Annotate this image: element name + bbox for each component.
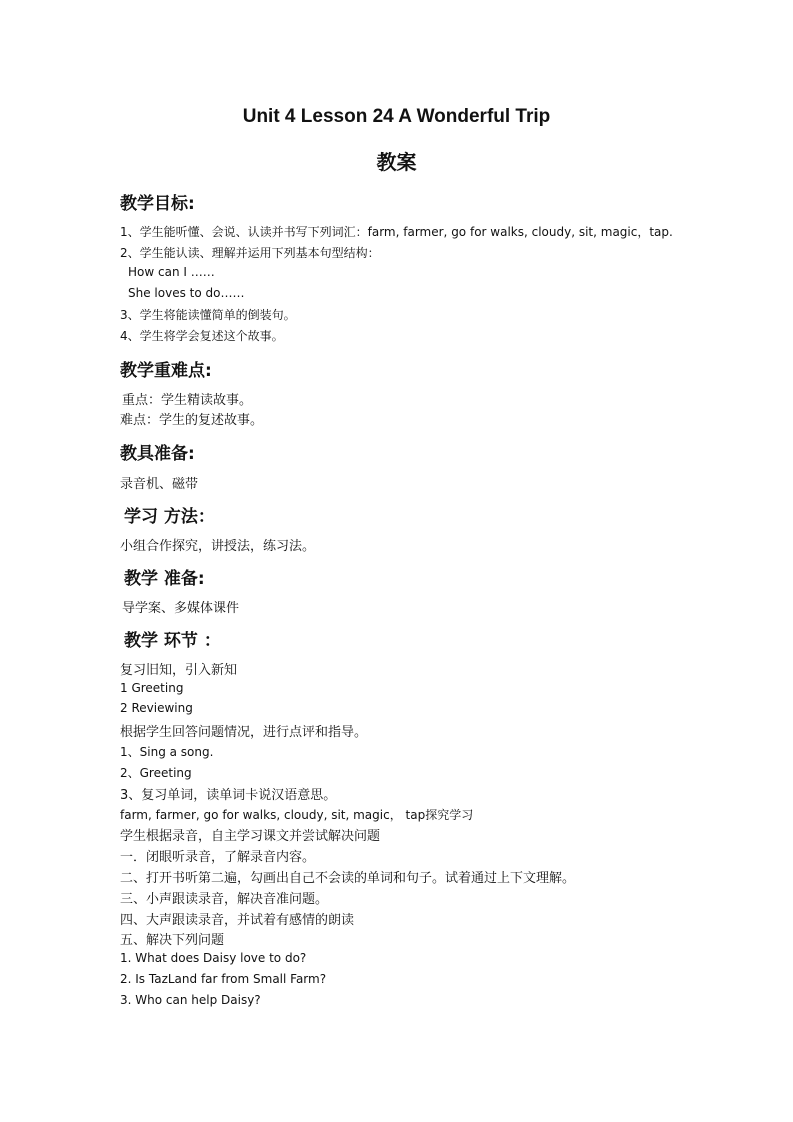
procedure-line: 2 Reviewing bbox=[120, 701, 193, 715]
procedure-line: 2、Greeting bbox=[120, 766, 192, 780]
key-points-line: 重点：学生精读故事。 bbox=[122, 393, 253, 408]
section-heading-method: 学习 方法： bbox=[124, 507, 215, 527]
section-heading-procedure: 教学 环节 ： bbox=[124, 631, 221, 651]
section-heading-preparation: 教学 准备: bbox=[124, 569, 205, 589]
procedure-line: 二、打开书听第二遍，勾画出自己不会读的单词和句子。试着通过上下文理解。 bbox=[120, 871, 576, 886]
key-points-line: 难点：学生的复述故事。 bbox=[120, 413, 264, 428]
procedure-line: 四、大声跟读录音，并试着有感情的朗读 bbox=[120, 913, 355, 928]
section-heading-objectives: 教学目标: bbox=[120, 194, 195, 214]
objectives-line: How can I …… bbox=[128, 265, 215, 279]
procedure-line: 1 Greeting bbox=[120, 681, 184, 695]
procedure-line: 1. What does Daisy love to do? bbox=[120, 951, 307, 965]
document-title: Unit 4 Lesson 24 A Wonderful Trip bbox=[242, 106, 551, 127]
preparation-line: 导学案、多媒体课件 bbox=[122, 601, 240, 616]
procedure-line: 3、复习单词，读单词卡说汉语意思。 bbox=[120, 788, 337, 803]
objectives-line: 3、学生将能读懂简单的倒装句。 bbox=[120, 308, 296, 322]
procedure-line: 三、小声跟读录音，解决音准问题。 bbox=[120, 892, 329, 907]
objectives-line: She loves to do…… bbox=[128, 286, 245, 300]
section-heading-tools: 教具准备: bbox=[120, 444, 195, 464]
objectives-line: 2、学生能认读、理解并运用下列基本句型结构： bbox=[120, 246, 380, 260]
document-subtitle: 教案 bbox=[376, 150, 417, 174]
tools-line: 录音机、磁带 bbox=[120, 477, 199, 492]
procedure-line: 3. Who can help Daisy? bbox=[120, 993, 261, 1007]
objectives-line: 4、学生将学会复述这个故事。 bbox=[120, 329, 284, 343]
procedure-line: 复习旧知，引入新知 bbox=[120, 663, 238, 678]
procedure-line: farm, farmer, go for walks, cloudy, sit, magic， tap探究学习 bbox=[120, 808, 474, 822]
procedure-line: 1、Sing a song. bbox=[120, 745, 214, 759]
procedure-line: 五、解决下列问题 bbox=[120, 933, 225, 948]
procedure-line: 2. Is TazLand far from Small Farm? bbox=[120, 972, 327, 986]
objectives-line: 1、学生能听懂、会说、认读并书写下列词汇：farm, farmer, go for walks, cloudy, sit, magic，tap. bbox=[120, 225, 673, 239]
method-line: 小组合作探究，讲授法，练习法。 bbox=[120, 539, 316, 554]
procedure-line: 学生根据录音，自主学习课文并尝试解决问题 bbox=[120, 829, 381, 844]
section-heading-key-points: 教学重难点: bbox=[120, 361, 212, 381]
procedure-line: 根据学生回答问题情况，进行点评和指导。 bbox=[120, 725, 368, 740]
procedure-line: 一．闭眼听录音，了解录音内容。 bbox=[120, 850, 316, 865]
